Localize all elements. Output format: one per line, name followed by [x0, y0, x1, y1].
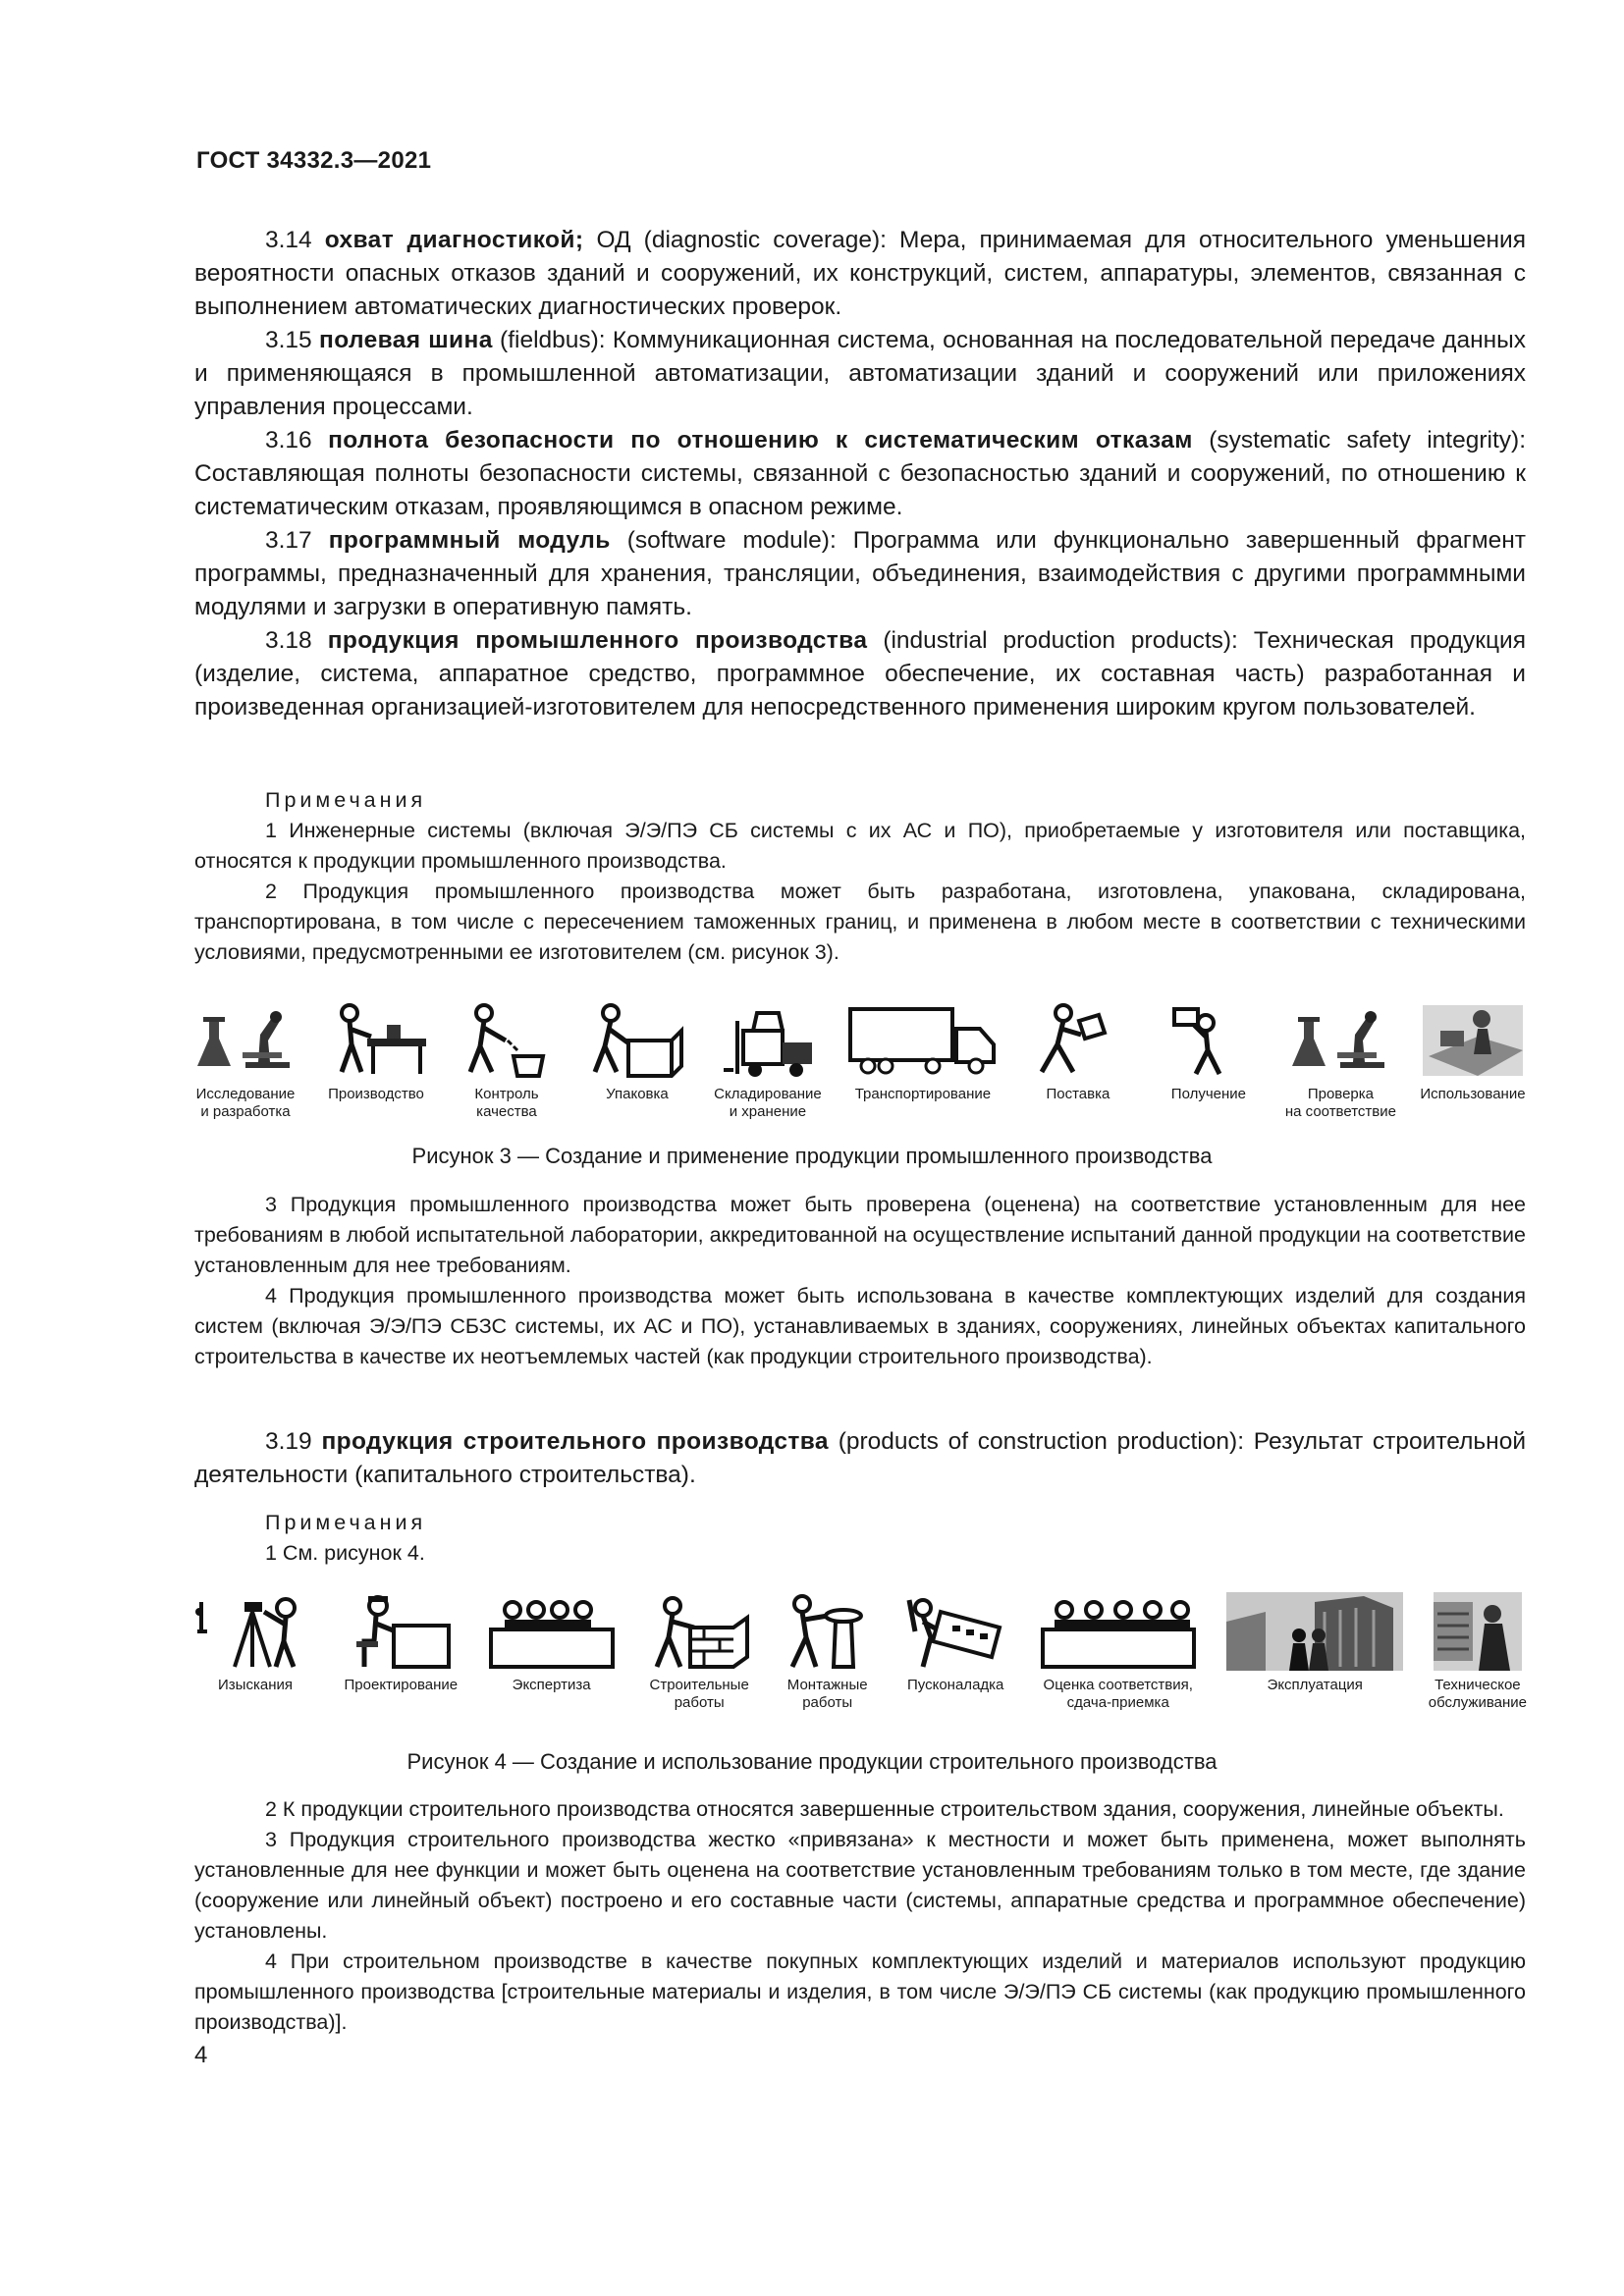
- acceptance-icon: [1035, 1592, 1202, 1671]
- note-item: 3 Продукция строительного производства жестко «привязана» к местности и может быть применена, может выполнять установленные для нее функции и может быть оценена на соответствие установленным требованиям только в том месте, где здание (сооружение или линейный объект) построено и его составные части (системы, аппаратные средства и программное обеспечение) установлены.: [194, 1828, 1526, 1943]
- figure-caption: Упаковка: [606, 1086, 669, 1102]
- figure-caption: Получение: [1170, 1086, 1246, 1102]
- design-icon: [347, 1592, 455, 1671]
- figure-caption: Проверка на соответствие: [1284, 1086, 1396, 1120]
- packing-icon: [583, 1001, 691, 1080]
- maintenance-icon: [1434, 1592, 1522, 1671]
- figure-caption: Проектирование: [344, 1677, 459, 1693]
- notes-heading: Примечания: [265, 1511, 427, 1534]
- figure-3-title: Рисунок 3 — Создание и применение продукции промышленного производства: [411, 1144, 1213, 1168]
- figure-3-item: [714, 1001, 822, 1121]
- definition-3-15: 3.15 полевая шина (fieldbus): Коммуникационная система, основанная на последовательной передаче данных и применяющаяся в промышленной автоматизации, автоматизации зданий и сооружений или приложениях управления процессами.: [194, 327, 1526, 420]
- definition-3-19: 3.19 продукция строительного производства (products of construction production): Результат строительной деятельности (капитального строительства).: [194, 1428, 1526, 1488]
- figure-4: [191, 1592, 1527, 1712]
- figure-caption: Пусконаладка: [907, 1677, 1004, 1693]
- figure-4-item: [191, 1592, 319, 1712]
- figure-4-item: [901, 1592, 1009, 1712]
- figure-3-item: [1155, 1001, 1263, 1121]
- operation-icon: [1226, 1592, 1403, 1671]
- figure-4-item: [645, 1592, 753, 1712]
- figure-4-item: [1035, 1592, 1202, 1712]
- definition-3-19-block: [194, 1425, 1526, 1492]
- definition-3-14: 3.14 охват диагностикой; ОД (diagnostic coverage): Мера, принимаемая для относительного уменьшения вероятности опасных отказов зданий и сооружений, их конструкций, систем, аппаратуры, элементов, связанная с выполнением автоматических диагностических проверок.: [194, 227, 1526, 320]
- figure-caption: Исследование и разработка: [195, 1086, 296, 1120]
- figure-3-item: [322, 1001, 430, 1121]
- conformity-check-icon: [1286, 1001, 1394, 1080]
- figure-caption: Производство: [328, 1086, 424, 1102]
- research-icon: [191, 1001, 299, 1080]
- expertise-icon: [483, 1592, 621, 1671]
- figure-caption: Использование: [1420, 1086, 1526, 1102]
- figure-caption: Экспертиза: [512, 1677, 591, 1693]
- figure-caption: Транспортирование: [854, 1086, 992, 1102]
- note-item: 4 При строительном производстве в качестве покупных комплектующих изделий и материалов используют продукцию промышленного производства [строительные материалы и изделия, в том числе Э/Э/ПЭ СБ системы (как продукцию промышленного производства)].: [194, 1949, 1526, 2034]
- definitions-block: [194, 224, 1526, 724]
- definition-3-17: 3.17 программный модуль (software module): Программа или функционально завершенный фрагмент программы, предназначенный для хранения, трансляции, объединения, взаимодействия с другими программными модулями и загрузки в оперативную память.: [194, 527, 1526, 620]
- note-item: 3 Продукция промышленного производства может быть проверена (оценена) на соответствие установленным для нее требованиям в любой испытательной лаборатории, аккредитованной на осуществление испытаний данной продукции на соответствие установленным для нее требованиям.: [194, 1193, 1526, 1277]
- usage-icon: [1419, 1001, 1527, 1080]
- figure-caption: Оценка соответствия, сдача-приемка: [1043, 1677, 1193, 1711]
- notes-block-1: [194, 785, 1526, 968]
- document-header: ГОСТ 34332.3—2021: [196, 147, 432, 174]
- figure-caption: Складирование и хранение: [714, 1086, 822, 1120]
- delivery-icon: [1024, 1001, 1132, 1080]
- figure-caption: Поставка: [1046, 1086, 1110, 1102]
- figure-4-item: [1429, 1592, 1527, 1712]
- figure-3-item: [453, 1001, 561, 1121]
- figure-3-item: [191, 1001, 299, 1121]
- note-item: 2 К продукции строительного производства относятся завершенные строительством здания, сооружения, линейные объекты.: [265, 1797, 1504, 1821]
- figure-caption: Контроль качества: [474, 1086, 539, 1120]
- figure-caption: Техническое обслуживание: [1428, 1677, 1527, 1711]
- figure-3-item: [1024, 1001, 1132, 1121]
- definition-3-16: 3.16 полнота безопасности по отношению к систематическим отказам (systematic safety integrity): Составляющая полноты безопасности системы, связанной с безопасностью зданий и сооружений, по отношению к систематическим отказам, проявляющимся в опасном режиме.: [194, 427, 1526, 520]
- page-number: 4: [194, 2042, 208, 2068]
- figure-3-item: [1419, 1001, 1527, 1121]
- figure-4-item: [1226, 1592, 1403, 1712]
- figure-3: [191, 1001, 1527, 1121]
- figure-caption: Монтажные работы: [786, 1677, 868, 1711]
- notes-block-2b: [194, 1794, 1526, 2038]
- figure-4-item: [345, 1592, 459, 1712]
- receiving-icon: [1155, 1001, 1263, 1080]
- figure-caption: Изыскания: [218, 1677, 293, 1693]
- production-icon: [322, 1001, 430, 1080]
- survey-icon: [191, 1592, 319, 1671]
- commissioning-icon: [901, 1592, 1009, 1671]
- forklift-icon: [714, 1001, 822, 1080]
- note-item: 2 Продукция промышленного производства может быть разработана, изготовлена, упакована, складирована, транспортирована, в том числе с пересечением таможенных границ, и применена в любом месте в соответствии с техническими условиями, предусмотренными ее изготовителем (см. рисунок 3).: [194, 880, 1526, 964]
- assembly-icon: [779, 1592, 877, 1671]
- notes-block-2: [194, 1508, 1526, 1569]
- figure-3-item: [844, 1001, 1001, 1121]
- figure-3-item: [583, 1001, 691, 1121]
- figure-caption: Эксплуатация: [1267, 1677, 1363, 1693]
- figure-4-title: Рисунок 4 — Создание и использование продукции строительного производства: [406, 1749, 1218, 1774]
- figure-3-item: [1285, 1001, 1396, 1121]
- notes-block-1b: [194, 1190, 1526, 1372]
- figure-4-item: [779, 1592, 877, 1712]
- quality-control-icon: [453, 1001, 561, 1080]
- truck-icon: [844, 1001, 1001, 1080]
- note-item: 1 Инженерные системы (включая Э/Э/ПЭ СБ системы с их АС и ПО), приобретаемые у изготовителя или поставщика, относятся к продукции промышленного производства.: [194, 819, 1526, 873]
- construction-icon: [645, 1592, 753, 1671]
- note-item: 1 См. рисунок 4.: [265, 1541, 425, 1565]
- figure-caption: Строительные работы: [649, 1677, 749, 1711]
- note-item: 4 Продукция промышленного производства может быть использована в качестве комплектующих изделий для создания систем (включая Э/Э/ПЭ СБЗС системы, их АС и ПО), устанавливаемых в зданиях, сооружениях, линейных объектах капитального строительства в качестве их неотъемлемых частей (как продукции строительного производства).: [194, 1284, 1526, 1368]
- notes-heading: Примечания: [265, 788, 427, 812]
- figure-4-item: [483, 1592, 621, 1712]
- definition-3-18: 3.18 продукция промышленного производства (industrial production products): Техническая продукция (изделие, система, аппаратное средство, программное обеспечение, их составная часть) разработанная и произведенная организацией-изготовителем для непосредственного применения широким кругом пользователей.: [194, 627, 1527, 721]
